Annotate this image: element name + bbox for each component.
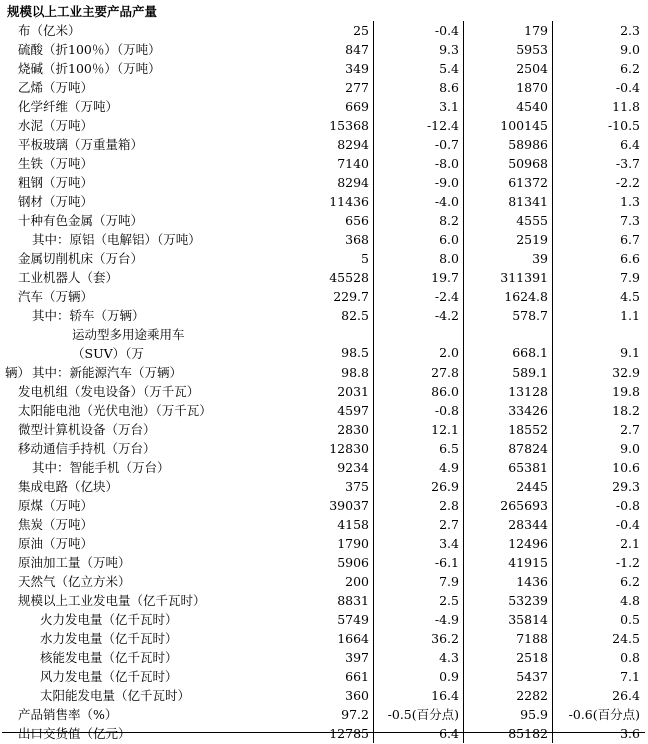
table-row: [2, 496, 645, 515]
monthly-output-cell: 45528: [229, 268, 374, 287]
cumulative-output-cell: 87824: [464, 439, 553, 458]
product-name-cell: 化学纤维（万吨）: [18, 99, 119, 114]
product-name-cell: 核能发电量（亿千瓦时）: [40, 650, 178, 665]
monthly-output-cell: 98.5: [229, 325, 374, 363]
cumulative-output-cell: 5437: [464, 667, 553, 686]
product-name-cell: 火力发电量（亿千瓦时）: [40, 612, 178, 627]
monthly-output-cell: 11436: [229, 192, 374, 211]
monthly-output-cell: 15368: [229, 116, 374, 135]
monthly-output-cell: 229.7: [229, 287, 374, 306]
product-name-cell: 钢材（万吨）: [18, 194, 94, 209]
monthly-growth-cell: -0.4: [374, 21, 464, 40]
table-row: [2, 515, 645, 534]
cumulative-output-cell: 58986: [464, 135, 553, 154]
monthly-growth-cell: 3.4: [374, 534, 464, 553]
table-row: [2, 59, 645, 78]
cumulative-output-cell: 4555: [464, 211, 553, 230]
table-row: [2, 572, 645, 591]
product-name-cell: 水力发电量（亿千瓦时）: [40, 631, 178, 646]
cumulative-growth-cell: -0.8: [615, 498, 640, 513]
monthly-output-cell: 4597: [229, 401, 374, 420]
cumulative-growth-cell: 2.3: [620, 23, 640, 38]
product-name-cell: 焦炭（万吨）: [18, 517, 94, 532]
product-name-cell: 乙烯（万吨）: [18, 80, 94, 95]
production-statistics-table: [2, 2, 645, 743]
cumulative-output-cell: 28344: [464, 515, 553, 534]
cumulative-output-cell: 95.9: [464, 705, 553, 724]
monthly-output-cell: 8294: [229, 173, 374, 192]
monthly-growth-cell: 8.0: [374, 249, 464, 268]
product-name-cell: 产品销售率（%）: [18, 707, 118, 722]
cumulative-growth-cell: 4.8: [620, 593, 640, 608]
table-row: [2, 420, 645, 439]
cumulative-growth-cell: 6.7: [620, 232, 640, 247]
product-name-cell: 烧碱（折100％）（万吨）: [18, 61, 161, 76]
cumulative-output-cell: 41915: [464, 553, 553, 572]
product-name-cell: 原油加工量（万吨）: [18, 555, 131, 570]
table-row: [2, 686, 645, 705]
cumulative-growth-cell: 0.8: [620, 650, 640, 665]
cumulative-output-cell: 85182: [464, 724, 553, 743]
monthly-growth-cell: -0.7: [374, 135, 464, 154]
table-row: [2, 439, 645, 458]
cumulative-output-cell: 7188: [464, 629, 553, 648]
product-name-cell: 生铁（万吨）: [18, 156, 94, 171]
monthly-growth-cell: -6.1: [374, 553, 464, 572]
monthly-output-cell: 200: [229, 572, 374, 591]
table-row: [2, 154, 645, 173]
monthly-growth-cell: 12.1: [374, 420, 464, 439]
cumulative-growth-cell: 1.3: [620, 194, 640, 209]
monthly-output-cell: 349: [229, 59, 374, 78]
product-name-cell: 布（亿米）: [18, 23, 81, 38]
monthly-growth-cell: 9.3: [374, 40, 464, 59]
monthly-growth-cell: 4.9: [374, 458, 464, 477]
monthly-growth-cell: 3.1: [374, 97, 464, 116]
cumulative-growth-cell: 0.5: [620, 612, 640, 627]
cumulative-growth-cell: 18.2: [612, 403, 640, 418]
cumulative-output-cell: 5953: [464, 40, 553, 59]
table-bottom-border: [2, 732, 645, 733]
cumulative-output-cell: 2445: [464, 477, 553, 496]
table-row: [2, 249, 645, 268]
monthly-growth-cell: 26.9: [374, 477, 464, 496]
product-name-cell: 硫酸（折100％）（万吨）: [18, 42, 161, 57]
product-name-cell: 风力发电量（亿千瓦时）: [40, 669, 178, 684]
table-row: [2, 629, 645, 648]
monthly-output-cell: 39037: [229, 496, 374, 515]
monthly-output-cell: 25: [229, 21, 374, 40]
product-name-cell: 原油（万吨）: [18, 536, 94, 551]
product-name-cell: 出口交货值（亿元）: [18, 726, 131, 741]
cumulative-growth-cell: 2.1: [620, 536, 640, 551]
monthly-output-cell: 5: [229, 249, 374, 268]
monthly-output-cell: 12785: [229, 724, 374, 743]
table-row: [2, 287, 645, 306]
monthly-growth-cell: 2.8: [374, 496, 464, 515]
monthly-growth-cell: 4.3: [374, 648, 464, 667]
monthly-growth-cell: 2.7: [374, 515, 464, 534]
cumulative-output-cell: 311391: [464, 268, 553, 287]
cumulative-output-cell: 61372: [464, 173, 553, 192]
table-title: 规模以上工业主要产品产量: [7, 4, 158, 19]
monthly-output-cell: 8294: [229, 135, 374, 154]
product-name-cell: 微型计算机设备（万台）: [18, 422, 156, 437]
table-body: [2, 21, 645, 743]
cumulative-output-cell: 179: [464, 21, 553, 40]
cumulative-output-cell: 4540: [464, 97, 553, 116]
monthly-output-cell: 656: [229, 211, 374, 230]
product-name-cell: 集成电路（亿块）: [18, 479, 119, 494]
monthly-output-cell: 2031: [229, 382, 374, 401]
cumulative-output-cell: 13128: [464, 382, 553, 401]
monthly-growth-cell: -0.8: [374, 401, 464, 420]
table-row: [2, 173, 645, 192]
cumulative-growth-cell: 7.1: [620, 669, 640, 684]
table-row: [2, 135, 645, 154]
product-name-cell: 其中：原铝（电解铝）（万吨）: [32, 232, 201, 247]
monthly-output-cell: 277: [229, 78, 374, 97]
monthly-output-cell: 661: [229, 667, 374, 686]
monthly-output-cell: 82.5: [229, 306, 374, 325]
cumulative-growth-cell: 29.3: [612, 479, 640, 494]
table-row: [2, 591, 645, 610]
table-row: [2, 363, 645, 382]
product-name-cell: 平板玻璃（万重量箱）: [18, 137, 144, 152]
table-row: [2, 553, 645, 572]
cumulative-growth-cell: -0.4: [615, 517, 640, 532]
cumulative-output-cell: 668.1: [464, 325, 553, 363]
cumulative-growth-cell: 26.4: [612, 688, 640, 703]
product-name-cell: 发电机组（发电设备）（万千瓦）: [18, 384, 200, 399]
monthly-growth-cell: 7.9: [374, 572, 464, 591]
cumulative-growth-cell: -0.4: [615, 80, 640, 95]
product-name-cell: 其中：轿车（万辆）: [32, 308, 145, 323]
cumulative-output-cell: 1624.8: [464, 287, 553, 306]
cumulative-growth-cell: -0.6(百分点): [568, 707, 640, 722]
cumulative-growth-cell: 1.1: [620, 308, 640, 323]
table-row: [2, 192, 645, 211]
table-row: [2, 382, 645, 401]
cumulative-growth-cell: 6.2: [620, 61, 640, 76]
table-row: [2, 211, 645, 230]
cumulative-output-cell: 53239: [464, 591, 553, 610]
monthly-output-cell: 98.8: [229, 363, 374, 382]
product-name-cell: 其中：新能源汽车（万辆）: [32, 365, 183, 380]
monthly-growth-cell: -0.5(百分点): [374, 705, 464, 724]
product-name-cell: 十种有色金属（万吨）: [18, 213, 144, 228]
monthly-growth-cell: 2.5: [374, 591, 464, 610]
product-name-cell: 其中：智能手机（万台）: [32, 460, 170, 475]
cumulative-output-cell: 35814: [464, 610, 553, 629]
monthly-output-cell: 360: [229, 686, 374, 705]
monthly-growth-cell: 0.9: [374, 667, 464, 686]
cumulative-output-cell: 12496: [464, 534, 553, 553]
monthly-output-cell: 5749: [229, 610, 374, 629]
monthly-output-cell: 5906: [229, 553, 374, 572]
monthly-output-cell: 4158: [229, 515, 374, 534]
monthly-growth-cell: -8.0: [374, 154, 464, 173]
cumulative-growth-cell: 7.3: [620, 213, 640, 228]
cumulative-growth-cell: 9.1: [620, 345, 640, 360]
table-row: [2, 477, 645, 496]
product-name-cell: 天然气（亿立方米）: [18, 574, 131, 589]
product-name-cell: 工业机器人（套）: [18, 270, 119, 285]
product-name-cell: 移动通信手持机（万台）: [18, 441, 156, 456]
product-name-cell: 水泥（万吨）: [18, 118, 94, 133]
monthly-output-cell: 7140: [229, 154, 374, 173]
cumulative-output-cell: 265693: [464, 496, 553, 515]
cumulative-growth-cell: 24.5: [612, 631, 640, 646]
table-row: [2, 116, 645, 135]
monthly-output-cell: 9234: [229, 458, 374, 477]
table-row: [2, 667, 645, 686]
table-row: [2, 458, 645, 477]
cumulative-output-cell: 2504: [464, 59, 553, 78]
monthly-growth-cell: 5.4: [374, 59, 464, 78]
table-row: [2, 705, 645, 724]
monthly-growth-cell: 16.4: [374, 686, 464, 705]
monthly-output-cell: 847: [229, 40, 374, 59]
monthly-growth-cell: -4.9: [374, 610, 464, 629]
product-name-cell: 规模以上工业发电量（亿千瓦时）: [18, 593, 206, 608]
table-row: [2, 724, 645, 743]
monthly-growth-cell: 8.6: [374, 78, 464, 97]
cumulative-output-cell: 1436: [464, 572, 553, 591]
monthly-growth-cell: 36.2: [374, 629, 464, 648]
table-row: [2, 306, 645, 325]
cumulative-output-cell: 18552: [464, 420, 553, 439]
cumulative-growth-cell: 3.6: [620, 726, 640, 741]
cumulative-output-cell: 81341: [464, 192, 553, 211]
product-name-line-1: 运动型多用途乘用车（SUV）（万: [72, 327, 185, 361]
cumulative-output-cell: 589.1: [464, 363, 553, 382]
monthly-growth-cell: 2.0: [374, 325, 464, 363]
monthly-growth-cell: 86.0: [374, 382, 464, 401]
cumulative-growth-cell: 4.5: [620, 289, 640, 304]
cumulative-growth-cell: 6.4: [620, 137, 640, 152]
monthly-output-cell: 97.2: [229, 705, 374, 724]
monthly-output-cell: 375: [229, 477, 374, 496]
monthly-output-cell: 669: [229, 97, 374, 116]
cumulative-output-cell: 65381: [464, 458, 553, 477]
product-name-cell: 金属切削机床（万台）: [18, 251, 144, 266]
monthly-output-cell: 2830: [229, 420, 374, 439]
table-row: [2, 230, 645, 249]
cumulative-growth-cell: -3.7: [615, 156, 640, 171]
cumulative-output-cell: 50968: [464, 154, 553, 173]
cumulative-output-cell: 39: [464, 249, 553, 268]
monthly-growth-cell: 8.2: [374, 211, 464, 230]
cumulative-output-cell: 2282: [464, 686, 553, 705]
cumulative-growth-cell: 7.9: [620, 270, 640, 285]
monthly-growth-cell: -9.0: [374, 173, 464, 192]
table-row: [2, 610, 645, 629]
monthly-growth-cell: 27.8: [374, 363, 464, 382]
monthly-output-cell: 12830: [229, 439, 374, 458]
monthly-output-cell: 8831: [229, 591, 374, 610]
table-row: [2, 534, 645, 553]
cumulative-output-cell: 33426: [464, 401, 553, 420]
table-row: [2, 78, 645, 97]
cumulative-growth-cell: 9.0: [620, 42, 640, 57]
monthly-growth-cell: -4.0: [374, 192, 464, 211]
product-name-cell: 粗钢（万吨）: [18, 175, 94, 190]
cumulative-growth-cell: -2.2: [615, 175, 640, 190]
table-row: [2, 40, 645, 59]
monthly-output-cell: 368: [229, 230, 374, 249]
cumulative-output-cell: 2519: [464, 230, 553, 249]
table-row: [2, 648, 645, 667]
cumulative-growth-cell: 6.6: [620, 251, 640, 266]
table-row: [2, 401, 645, 420]
cumulative-growth-cell: 6.2: [620, 574, 640, 589]
monthly-growth-cell: 19.7: [374, 268, 464, 287]
cumulative-growth-cell: 19.8: [612, 384, 640, 399]
monthly-growth-cell: -2.4: [374, 287, 464, 306]
monthly-growth-cell: -4.2: [374, 306, 464, 325]
monthly-output-cell: 397: [229, 648, 374, 667]
monthly-growth-cell: -12.4: [374, 116, 464, 135]
cumulative-growth-cell: 11.8: [612, 99, 640, 114]
product-name-cell: 太阳能发电量（亿千瓦时）: [40, 688, 191, 703]
cumulative-growth-cell: 32.9: [612, 365, 640, 380]
cumulative-growth-cell: 9.0: [620, 441, 640, 456]
table-row: [2, 268, 645, 287]
monthly-growth-cell: 6.4: [374, 724, 464, 743]
cumulative-growth-cell: -1.2: [615, 555, 640, 570]
product-name-cell: 原煤（万吨）: [18, 498, 94, 513]
table-row: [2, 21, 645, 40]
cumulative-growth-cell: 2.7: [620, 422, 640, 437]
product-name-cell: 汽车（万辆）: [18, 289, 94, 304]
cumulative-output-cell: 100145: [464, 116, 553, 135]
cumulative-output-cell: 1870: [464, 78, 553, 97]
product-name-cell: 太阳能电池（光伏电池）（万千瓦）: [18, 403, 212, 418]
cumulative-growth-cell: -10.5: [607, 118, 640, 133]
monthly-growth-cell: 6.0: [374, 230, 464, 249]
cumulative-output-cell: 2518: [464, 648, 553, 667]
table-row: [2, 97, 645, 116]
cumulative-growth-cell: 10.6: [612, 460, 640, 475]
product-name-line-2: 辆）: [5, 365, 31, 380]
monthly-output-cell: 1664: [229, 629, 374, 648]
cumulative-output-cell: 578.7: [464, 306, 553, 325]
monthly-growth-cell: 6.5: [374, 439, 464, 458]
monthly-output-cell: 1790: [229, 534, 374, 553]
